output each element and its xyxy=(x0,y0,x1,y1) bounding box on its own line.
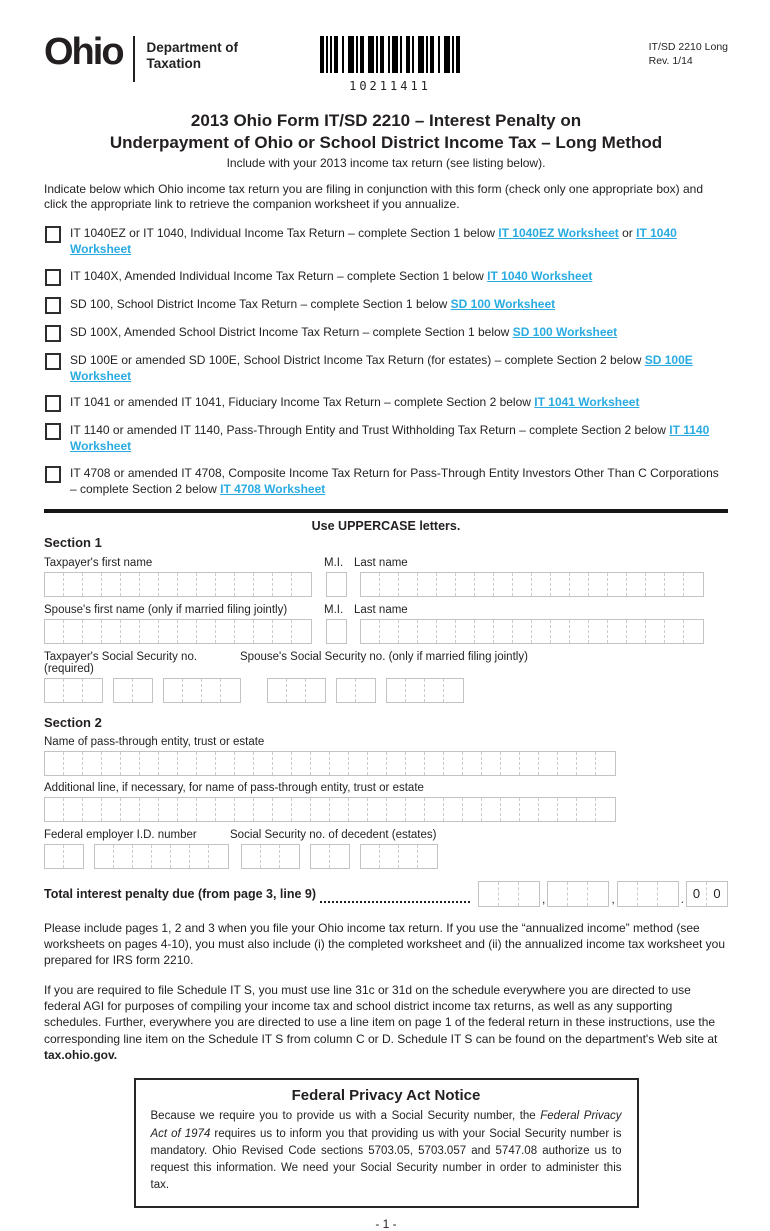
spouse-ssn-input-group[interactable] xyxy=(336,678,376,703)
additional-line-row xyxy=(44,797,728,822)
section1-heading: Section 1 xyxy=(44,534,102,550)
fein-input-suffix[interactable] xyxy=(94,844,229,869)
char-cell xyxy=(306,679,325,702)
decedent-ssn-label: Social Security no. of decedent (estates) xyxy=(230,828,437,841)
char-cell xyxy=(368,752,387,775)
department-line2: Taxation xyxy=(146,56,202,72)
char-cell xyxy=(368,798,387,821)
char-cell xyxy=(577,752,596,775)
char-cell xyxy=(513,573,532,596)
return-option-checkbox[interactable] xyxy=(45,226,61,243)
char-cell xyxy=(618,882,638,906)
char-cell xyxy=(64,573,83,596)
char-cell xyxy=(627,620,646,643)
char-cell xyxy=(83,679,102,702)
char-cell xyxy=(406,679,425,702)
char-cell xyxy=(551,620,570,643)
char-cell xyxy=(292,798,311,821)
char-cell xyxy=(638,882,658,906)
return-option-row-5 xyxy=(44,353,728,385)
char-cell xyxy=(159,752,178,775)
char-cell xyxy=(140,798,159,821)
taxpayer-ssn-label: Taxpayer's Social Security no. (required) xyxy=(44,650,198,675)
form-code: IT/SD 2210 Long xyxy=(648,41,728,53)
char-cell xyxy=(254,573,273,596)
char-cell xyxy=(361,573,380,596)
spouse-name-labels xyxy=(44,604,728,616)
page-number: - 1 - xyxy=(375,1216,397,1231)
return-options-list xyxy=(44,226,728,498)
char-cell xyxy=(418,573,437,596)
cents-digit: 0 xyxy=(687,882,707,906)
char-cell xyxy=(380,845,399,868)
char-cell xyxy=(121,752,140,775)
char-cell xyxy=(520,798,539,821)
char-cell xyxy=(235,798,254,821)
char-cell xyxy=(273,752,292,775)
header xyxy=(44,31,728,96)
char-cell xyxy=(159,798,178,821)
char-cell xyxy=(361,620,380,643)
taxpayer-mi-input[interactable] xyxy=(326,572,347,597)
char-cell xyxy=(684,620,703,643)
char-cell xyxy=(221,679,240,702)
char-cell xyxy=(418,845,437,868)
char-cell xyxy=(658,882,678,906)
first-name-label: Taxpayer's first name xyxy=(44,556,153,569)
return-option-text: IT 1040X, Amended Individual Income Tax Return – complete Section 1 below xyxy=(70,268,484,283)
char-cell xyxy=(558,798,577,821)
char-cell xyxy=(178,752,197,775)
worksheet-link[interactable]: IT 1041 Worksheet xyxy=(534,395,640,410)
return-option-label xyxy=(70,466,728,498)
char-cell xyxy=(159,573,178,596)
return-option-label xyxy=(70,325,728,341)
char-cell xyxy=(197,798,216,821)
char-cell xyxy=(463,752,482,775)
fein-decedent-row xyxy=(44,844,728,869)
char-cell xyxy=(164,679,183,702)
char-cell xyxy=(140,573,159,596)
char-cell xyxy=(102,573,121,596)
cents-digit: 0 xyxy=(713,886,721,902)
char-cell xyxy=(114,679,133,702)
return-option-checkbox[interactable] xyxy=(45,297,61,314)
char-cell xyxy=(387,752,406,775)
char-cell xyxy=(140,620,159,643)
char-cell xyxy=(235,573,254,596)
char-cell xyxy=(539,752,558,775)
form-title-line1: 2013 Ohio Form IT/SD 2210 – Interest Penalty on xyxy=(190,111,582,130)
char-cell xyxy=(159,620,178,643)
privacy-act-italic: Federal Privacy Act of 1974 xyxy=(150,1110,622,1140)
char-cell xyxy=(311,798,330,821)
return-option-checkbox[interactable] xyxy=(45,423,61,440)
char-cell xyxy=(83,620,102,643)
char-cell xyxy=(95,845,114,868)
char-cell xyxy=(292,752,311,775)
fein-label: Federal employer I.D. number xyxy=(44,828,197,841)
char-cell xyxy=(45,845,64,868)
char-cell xyxy=(121,798,140,821)
char-cell xyxy=(387,679,406,702)
char-cell xyxy=(261,845,280,868)
char-cell xyxy=(133,679,152,702)
char-cell xyxy=(349,798,368,821)
privacy-notice-title: Federal Privacy Act Notice xyxy=(291,1087,481,1105)
char-cell xyxy=(406,798,425,821)
char-cell xyxy=(596,798,615,821)
char-cell xyxy=(292,573,311,596)
return-option-row-8 xyxy=(44,466,728,498)
department-line1: Department of xyxy=(146,40,239,55)
return-option-text: IT 1041 or amended IT 1041, Fiduciary Income Tax Return – complete Section 2 below xyxy=(70,395,531,410)
char-cell xyxy=(64,620,83,643)
worksheet-link[interactable]: SD 100E Worksheet xyxy=(70,352,693,383)
char-cell xyxy=(114,845,133,868)
char-cell xyxy=(121,573,140,596)
return-option-checkbox[interactable] xyxy=(45,395,61,412)
worksheet-link[interactable]: IT 1140 Worksheet xyxy=(70,423,710,454)
spouse-ssn-input-serial[interactable] xyxy=(386,678,464,703)
return-option-checkbox[interactable] xyxy=(45,353,61,370)
char-cell xyxy=(361,845,380,868)
char-cell xyxy=(684,573,703,596)
char-cell xyxy=(588,882,608,906)
char-cell xyxy=(646,620,665,643)
return-option-row-7 xyxy=(44,423,728,455)
char-cell xyxy=(202,679,221,702)
spouse-last-name-label: Last name xyxy=(354,603,408,616)
form-revision: Rev. 1/14 xyxy=(648,55,693,68)
form-subtitle: Include with your 2013 income tax return (see listing below). xyxy=(226,155,546,170)
char-cell xyxy=(327,573,346,596)
char-cell xyxy=(311,752,330,775)
entity-name-input[interactable] xyxy=(44,751,616,776)
spouse-first-name-input[interactable] xyxy=(44,619,312,644)
return-option-row-6 xyxy=(44,395,728,412)
worksheet-link[interactable]: SD 100 Worksheet xyxy=(450,296,556,311)
char-cell xyxy=(273,798,292,821)
char-cell xyxy=(327,620,346,643)
char-cell xyxy=(444,679,463,702)
char-cell xyxy=(356,679,375,702)
char-cell xyxy=(171,845,190,868)
char-cell xyxy=(482,752,501,775)
char-cell xyxy=(235,620,254,643)
char-cell xyxy=(178,798,197,821)
ssn-row xyxy=(44,678,728,703)
decedent-ssn-input-area[interactable] xyxy=(241,844,300,869)
char-cell xyxy=(216,573,235,596)
char-cell xyxy=(45,620,64,643)
privacy-notice-body xyxy=(151,1108,622,1194)
barcode xyxy=(320,36,460,93)
char-cell xyxy=(513,620,532,643)
char-cell xyxy=(45,752,64,775)
char-cell xyxy=(183,679,202,702)
taxpayer-last-name-input[interactable] xyxy=(360,572,704,597)
char-cell xyxy=(102,752,121,775)
decedent-ssn-input-group[interactable] xyxy=(310,844,350,869)
char-cell xyxy=(539,798,558,821)
char-cell xyxy=(437,573,456,596)
char-cell xyxy=(102,620,121,643)
char-cell xyxy=(83,798,102,821)
char-cell xyxy=(83,573,102,596)
return-option-text: IT 1040EZ or IT 1040, Individual Income Tax Return – complete Section 1 below xyxy=(70,226,495,241)
char-cell xyxy=(665,620,684,643)
return-option-checkbox[interactable] xyxy=(45,325,61,342)
char-cell xyxy=(577,798,596,821)
char-cell xyxy=(568,882,588,906)
char-cell xyxy=(589,573,608,596)
char-cell xyxy=(463,798,482,821)
char-cell xyxy=(216,798,235,821)
char-cell xyxy=(548,882,568,906)
last-name-label: Last name xyxy=(354,556,408,569)
logo-divider xyxy=(133,36,135,82)
char-cell xyxy=(45,798,64,821)
char-cell xyxy=(519,882,539,906)
char-cell xyxy=(140,752,159,775)
char-cell xyxy=(64,798,83,821)
section2-heading: Section 2 xyxy=(44,714,102,730)
char-cell xyxy=(287,679,306,702)
char-cell xyxy=(197,752,216,775)
char-cell xyxy=(45,573,64,596)
char-cell xyxy=(475,620,494,643)
taxpayer-ssn-input-group[interactable] xyxy=(113,678,153,703)
tax-ohio-gov-text: tax.ohio.gov. xyxy=(44,1047,118,1062)
worksheet-link[interactable]: SD 100 Worksheet xyxy=(512,324,618,339)
char-cell xyxy=(64,679,83,702)
return-option-label xyxy=(70,423,728,455)
char-cell xyxy=(399,845,418,868)
char-cell xyxy=(254,620,273,643)
taxpayer-name-row xyxy=(44,572,728,597)
char-cell xyxy=(501,752,520,775)
ohio-logo-text: Ohio xyxy=(44,31,123,73)
char-cell xyxy=(380,573,399,596)
char-cell xyxy=(273,573,292,596)
return-option-label xyxy=(70,395,728,411)
char-cell xyxy=(532,620,551,643)
taxpayer-name-labels xyxy=(44,557,728,569)
return-option-text: IT 1140 or amended IT 1140, Pass-Through Entity and Trust Withholding Tax Return – complete Section 2 below xyxy=(70,423,666,438)
barcode-image xyxy=(320,36,460,73)
char-cell xyxy=(254,798,273,821)
char-cell xyxy=(330,845,349,868)
char-cell xyxy=(311,845,330,868)
char-cell xyxy=(209,845,228,868)
form-title xyxy=(44,110,728,154)
form-title-line2: Underpayment of Ohio or School District Income Tax – Long Method xyxy=(109,132,663,152)
return-option-row-3 xyxy=(44,297,728,314)
additional-line-label: Additional line, if necessary, for name of pass-through entity, trust or estate xyxy=(44,781,424,794)
char-cell xyxy=(482,798,501,821)
worksheet-link[interactable]: IT 1040EZ Worksheet xyxy=(498,226,619,241)
char-cell xyxy=(558,752,577,775)
char-cell xyxy=(83,752,102,775)
char-cell xyxy=(197,620,216,643)
char-cell xyxy=(494,573,513,596)
entity-name-label: Name of pass-through entity, trust or estate xyxy=(44,735,265,748)
char-cell xyxy=(627,573,646,596)
form-code-block xyxy=(649,40,728,68)
spouse-ssn-input-area[interactable] xyxy=(267,678,326,703)
taxpayer-ssn-input-area[interactable] xyxy=(44,678,103,703)
intro-text: Indicate below which Ohio income tax return you are filing in conjunction with this form (check only one appropriate box) and click the appropriate link to retrieve the companion worksheet if you annualize. xyxy=(44,181,704,212)
char-cell xyxy=(570,620,589,643)
char-cell xyxy=(589,620,608,643)
return-option-label xyxy=(70,353,728,385)
char-cell xyxy=(178,620,197,643)
char-cell xyxy=(337,679,356,702)
char-cell xyxy=(520,752,539,775)
spouse-mi-label: M.I. xyxy=(324,603,344,616)
decedent-ssn-input-serial[interactable] xyxy=(360,844,438,869)
taxpayer-ssn-input-serial[interactable] xyxy=(163,678,241,703)
ssn-labels xyxy=(44,651,728,675)
amount-separator: , xyxy=(541,891,546,906)
char-cell xyxy=(216,620,235,643)
char-cell xyxy=(501,798,520,821)
char-cell xyxy=(349,752,368,775)
char-cell xyxy=(608,620,627,643)
uppercase-note: Use UPPERCASE letters. xyxy=(311,518,461,533)
char-cell xyxy=(425,679,444,702)
char-cell xyxy=(551,573,570,596)
penalty-units-input[interactable] xyxy=(617,881,679,907)
char-cell xyxy=(456,620,475,643)
char-cell xyxy=(330,798,349,821)
section-divider xyxy=(44,509,728,513)
char-cell xyxy=(444,752,463,775)
spouse-first-name-label: Spouse's first name (only if married filing jointly) xyxy=(44,603,288,616)
char-cell xyxy=(197,573,216,596)
char-cell xyxy=(330,752,349,775)
char-cell xyxy=(235,752,254,775)
char-cell xyxy=(665,573,684,596)
entity-name-row xyxy=(44,751,728,776)
total-penalty-line xyxy=(44,881,728,907)
char-cell xyxy=(418,620,437,643)
return-option-checkbox[interactable] xyxy=(45,466,61,483)
return-option-text: IT 4708 or amended IT 4708, Composite Income Tax Return for Pass-Through Entity Investors Other Than C Corporations – complete Section 2 below xyxy=(70,466,719,496)
return-option-label xyxy=(70,226,728,258)
char-cell xyxy=(387,798,406,821)
spouse-mi-input[interactable] xyxy=(326,619,347,644)
fein-input-prefix[interactable] xyxy=(44,844,84,869)
char-cell xyxy=(570,573,589,596)
spouse-ssn-label: Spouse's Social Security no. (only if married filing jointly) xyxy=(240,650,528,663)
penalty-thousands-input[interactable] xyxy=(547,881,609,907)
return-option-row-2 xyxy=(44,269,728,286)
link-joiner: or xyxy=(622,226,633,241)
return-option-label xyxy=(70,297,728,313)
mi-label: M.I. xyxy=(324,556,344,569)
return-option-row-1 xyxy=(44,226,728,258)
char-cell xyxy=(268,679,287,702)
spouse-last-name-input[interactable] xyxy=(360,619,704,644)
char-cell xyxy=(646,573,665,596)
return-option-text: SD 100X, Amended School District Income Tax Return – complete Section 1 below xyxy=(70,324,510,339)
privacy-notice-box xyxy=(134,1078,639,1207)
char-cell xyxy=(399,573,418,596)
return-option-row-4 xyxy=(44,325,728,342)
char-cell xyxy=(399,620,418,643)
worksheet-link[interactable]: IT 1040 Worksheet xyxy=(487,268,593,283)
char-cell xyxy=(45,679,64,702)
char-cell xyxy=(216,752,235,775)
char-cell xyxy=(532,573,551,596)
char-cell xyxy=(152,845,171,868)
char-cell xyxy=(499,882,519,906)
penalty-cents-boxes xyxy=(686,881,728,907)
instructions-paragraph-1: Please include pages 1, 2 and 3 when you file your Ohio income tax return. If you use the “annualized income” method (see worksheets on pages 4-10), you must also include (i) the completed worksheet and (ii) the annualized income tax worksheet you prepared for IRS form 2210. xyxy=(44,920,726,968)
barcode-number: 10211411 xyxy=(349,79,431,93)
dotted-leader xyxy=(320,901,470,903)
char-cell xyxy=(456,573,475,596)
return-option-text: SD 100E or amended SD 100E, School District Income Tax Return (for estates) – complete Section 2 below xyxy=(70,352,642,367)
privacy-body-before: Because we require you to provide us with a Social Security number, the xyxy=(150,1110,536,1123)
char-cell xyxy=(254,752,273,775)
total-penalty-label: Total interest penalty due (from page 3, line 9) xyxy=(44,886,317,901)
char-cell xyxy=(273,620,292,643)
char-cell xyxy=(444,798,463,821)
fein-decedent-labels xyxy=(44,829,728,841)
instructions-paragraph-2 xyxy=(44,982,728,1064)
department-name xyxy=(147,34,239,72)
char-cell xyxy=(406,752,425,775)
instructions-paragraph-2-text: If you are required to file Schedule IT S, you must use line 31c or 31d on the schedule everywhere you are directed to use federal AGI for purposes of compiling your income tax and school district income tax returns, as well as any supporting schedules. Further, everywhere you are directed to use a line item on page 1 of the federal return in these instructions, use the corresponding line item on the Schedule IT S from column C or D. Schedule IT S can be found on the department's Web site at xyxy=(44,982,718,1046)
char-cell xyxy=(64,845,83,868)
char-cell xyxy=(280,845,299,868)
taxpayer-first-name-input[interactable] xyxy=(44,572,312,597)
char-cell xyxy=(190,845,209,868)
char-cell xyxy=(102,798,121,821)
worksheet-link[interactable]: IT 4708 Worksheet xyxy=(220,481,326,496)
char-cell xyxy=(479,882,499,906)
worksheet-link[interactable]: IT 1040 Worksheet xyxy=(70,226,677,256)
privacy-body-after: requires us to inform you that providing us with your Social Security number is mandatory. Ohio Revised Code sections 5703.05, 5703.057 and 5747.08 authorize us to request this information. We need your Social Security number in order to administer this tax. xyxy=(150,1127,622,1192)
char-cell xyxy=(596,752,615,775)
spouse-name-row xyxy=(44,619,728,644)
char-cell xyxy=(64,752,83,775)
char-cell xyxy=(380,620,399,643)
char-cell xyxy=(608,573,627,596)
return-option-text: SD 100, School District Income Tax Return – complete Section 1 below xyxy=(70,296,448,311)
return-option-checkbox[interactable] xyxy=(45,269,61,286)
char-cell xyxy=(437,620,456,643)
char-cell xyxy=(475,573,494,596)
additional-line-input[interactable] xyxy=(44,797,616,822)
char-cell xyxy=(425,798,444,821)
char-cell xyxy=(292,620,311,643)
char-cell xyxy=(133,845,152,868)
char-cell xyxy=(425,752,444,775)
return-option-label xyxy=(70,269,728,285)
char-cell xyxy=(178,573,197,596)
amount-decimal-point: . xyxy=(680,891,684,906)
char-cell xyxy=(242,845,261,868)
penalty-millions-input[interactable] xyxy=(478,881,540,907)
char-cell xyxy=(121,620,140,643)
char-cell xyxy=(494,620,513,643)
amount-separator: , xyxy=(611,891,615,906)
